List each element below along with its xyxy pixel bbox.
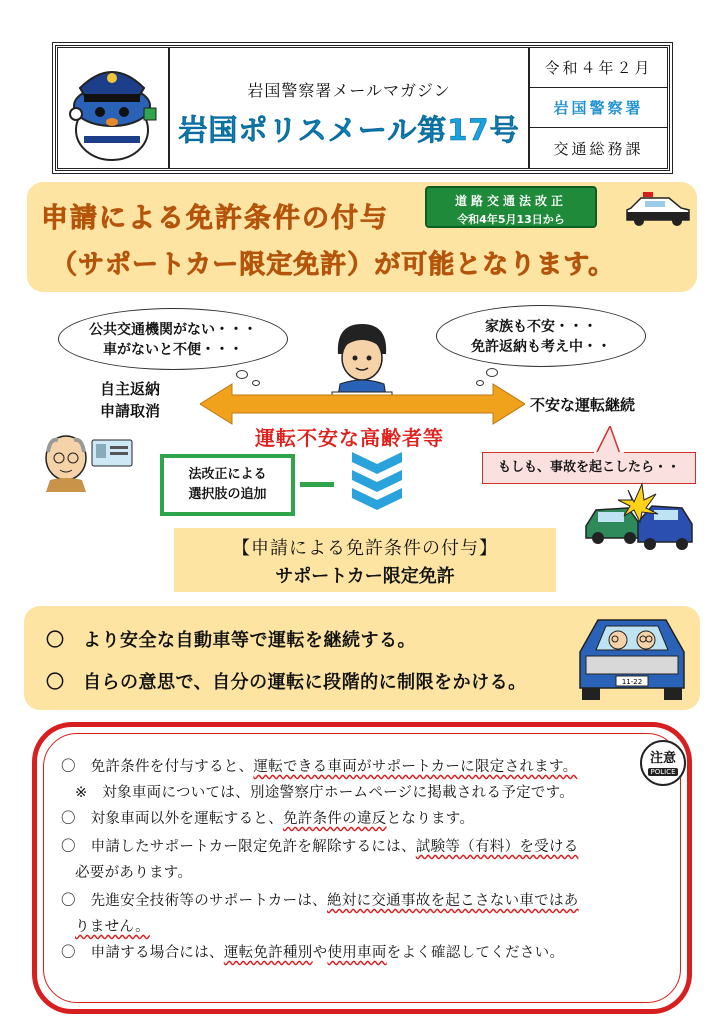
police-mascot-icon	[58, 48, 170, 168]
headline-panel	[27, 182, 697, 292]
left-option-line1: 自主返納	[100, 380, 161, 398]
thought-dot	[236, 370, 248, 379]
green-box-line2: 選択肢の追加	[188, 487, 267, 502]
notice-text: 〇 先進安全技術等のサポートカーは、	[61, 893, 327, 909]
notice-line-7	[75, 915, 150, 936]
right-option-label: 不安な運転継続	[530, 396, 636, 414]
support-box-line2: サポートカー限定免許	[275, 566, 455, 587]
left-option-line2: 申請取消	[100, 402, 161, 420]
bubble-right-line1: 家族も不安・・・	[485, 319, 597, 335]
green-box-line1: 法改正による	[188, 467, 267, 482]
notice-text: 〇 申請したサポートカー限定免許を解除するには、	[61, 839, 416, 855]
caution-badge-sub: POLICE	[648, 768, 678, 776]
header-box	[55, 45, 670, 171]
station-name: 岩国警察署	[530, 88, 667, 128]
issue-date: 令和４年２月	[530, 48, 667, 88]
license-plate-text: 11-22	[621, 678, 643, 686]
bubble-right-line2: 免許返納も考え中・・	[471, 339, 611, 355]
law-badge-title: 道路交通法改正	[454, 194, 567, 208]
notice-line-6	[61, 889, 579, 910]
caution-badge-label: 注意	[649, 751, 676, 766]
benefit-item: 〇 自らの意思で、自分の運転に段階的に制限をかける。	[46, 672, 527, 693]
elderly-couple-car-icon	[572, 612, 692, 704]
notice-emphasis: 絶対に交通事故を起こさない車ではあ	[326, 893, 579, 909]
magazine-subtitle: 岩国警察署メールマガジン	[247, 81, 451, 100]
headline-line2: （サポートカー限定免許）が可能となります。	[51, 250, 616, 280]
notice-text: 〇 申請する場合には、	[61, 945, 224, 961]
notice-emphasis: りません。	[75, 919, 150, 935]
bubble-left-line2: 車がないと不便・・・	[103, 342, 243, 358]
left-option-label	[100, 378, 160, 422]
header-info-table	[528, 48, 667, 168]
notice-text: 〇 免許条件を付与すると、	[61, 759, 254, 775]
notice-line-5: 必要があります。	[75, 865, 193, 881]
elderly-license-icon	[40, 428, 134, 492]
notice-line-2: ※ 対象車両については、別途警察庁ホームページに掲載される予定です。	[75, 785, 575, 801]
notice-text: となります。	[386, 811, 475, 827]
law-change-option-box	[160, 454, 295, 516]
down-chevrons-icon	[350, 450, 404, 512]
caution-badge	[640, 740, 686, 786]
thought-bubble-left	[58, 308, 288, 370]
police-mascot-image	[58, 48, 170, 168]
car-accident-icon	[582, 480, 696, 556]
notice-emphasis: 運転できる車両がサポートカーに限定されます。	[253, 759, 578, 775]
connector-line	[300, 482, 334, 487]
support-car-license-box	[174, 528, 556, 592]
notice-text: をよく確認してください。	[386, 945, 565, 961]
accident-speech-bubble: もしも、事故を起こしたら・・	[482, 452, 696, 484]
police-car-icon	[623, 190, 693, 228]
section-name: 交通総務課	[553, 139, 644, 158]
thought-bubble-right	[436, 305, 646, 367]
notice-emphasis: 運転免許種別	[223, 945, 313, 961]
benefits-panel	[24, 606, 700, 710]
law-badge-date: 令和4年5月13日から	[457, 213, 565, 226]
notice-emphasis: 使用車両	[327, 945, 387, 961]
support-box-line1: 【申請による免許条件の付与】	[232, 538, 498, 559]
notice-line-1	[61, 755, 577, 776]
header-title-area	[170, 48, 528, 168]
notice-emphasis: 免許条件の違反	[283, 811, 387, 827]
notice-box	[32, 722, 692, 1014]
notice-line-3	[61, 807, 474, 828]
headline-line1: 申請による免許条件の付与	[41, 203, 389, 234]
target-group-label: 運転不安な高齢者等	[255, 426, 444, 450]
notice-text: 〇 対象車両以外を運転すると、	[61, 811, 283, 827]
double-arrow-icon	[200, 382, 525, 426]
speech-tail	[590, 426, 630, 456]
thought-dot	[486, 368, 498, 377]
bubble-left-line1: 公共交通機関がない・・・	[89, 322, 257, 338]
notice-emphasis: 試験等（有料）を受ける	[415, 839, 579, 855]
notice-text: や	[312, 945, 328, 961]
benefit-item: 〇 より安全な自動車等で運転を継続する。	[46, 630, 416, 651]
law-revision-badge	[425, 186, 597, 228]
notice-line-8	[61, 941, 564, 962]
issue-title: 岩国ポリスメール第17号	[178, 113, 520, 147]
notice-line-4	[61, 835, 579, 856]
